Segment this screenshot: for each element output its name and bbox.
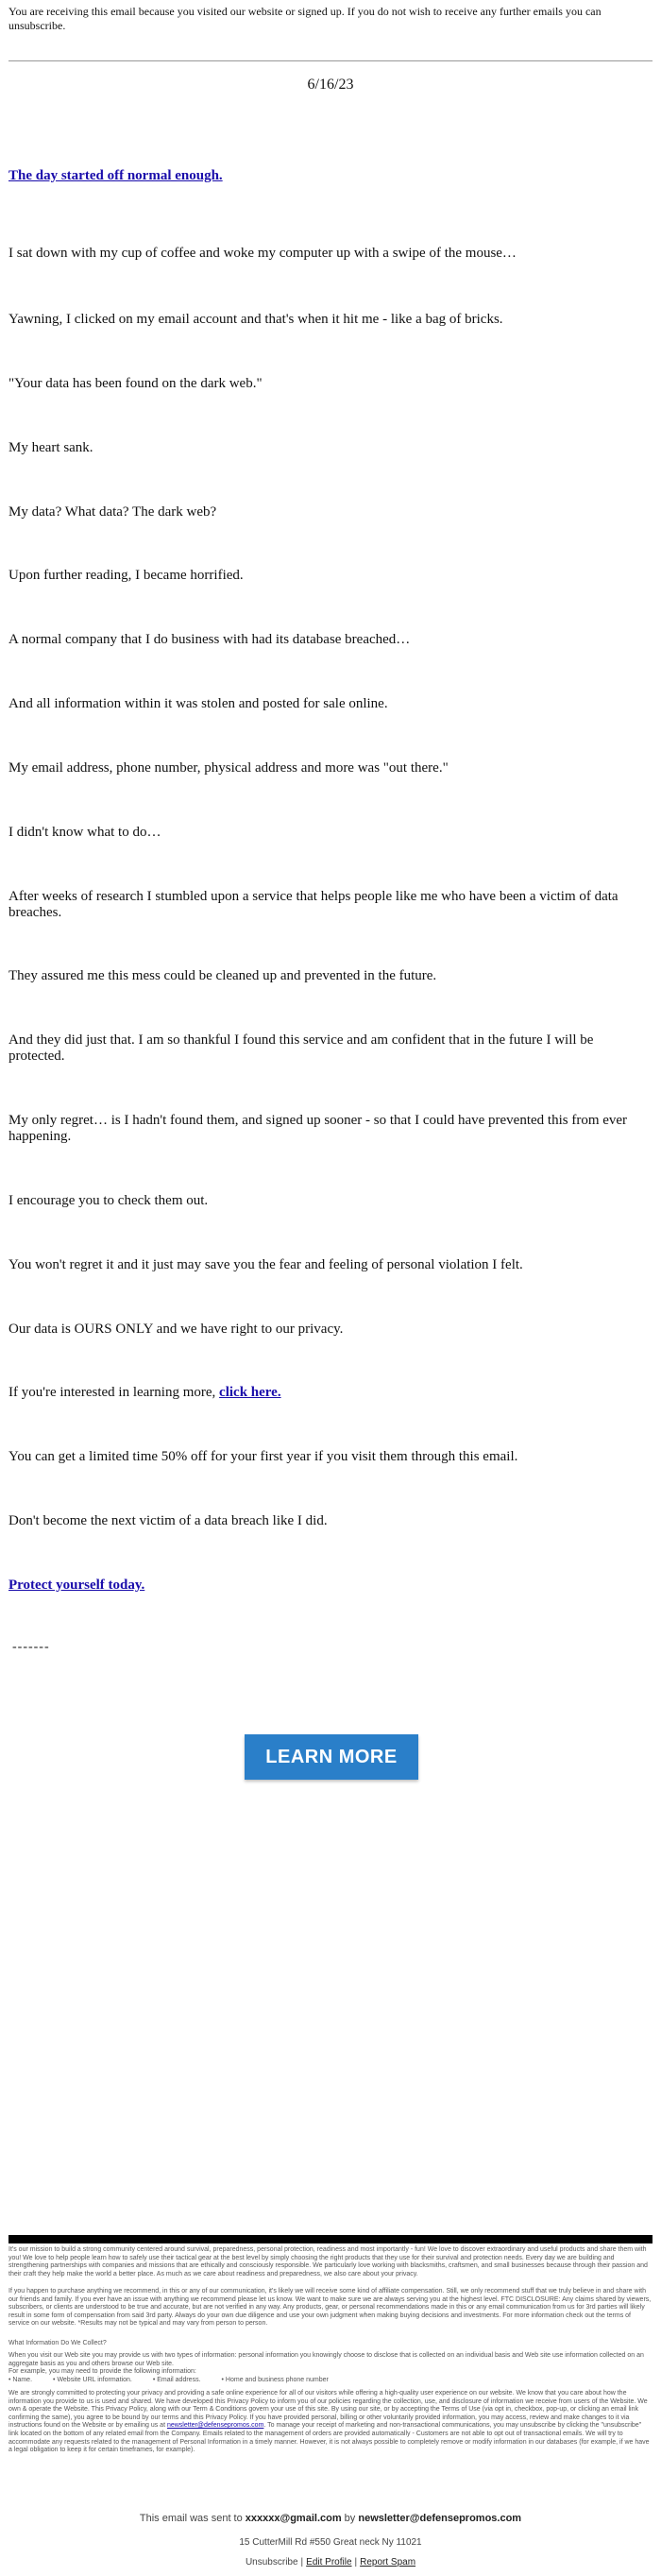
list-item: • Website URL information. (53, 2377, 132, 2383)
sent-to-line (0, 2513, 661, 2524)
privacy-text-b: . To manage your receipt of marketing and non-transactional communications, you may unsubscribe by clicking the "unsubscribe" link located on the bottom of any related email from the Company. Emails related to the management of orders are provided automatically - Customers are not able to opt out of transactional emails. We will try to accommodate any requests related to the management of Personal Information in a timely manner. However, it is not always possible to completely remove or modify information in our databases (for example, if we have a legal obligation to keep it for certain timeframes, for example). (8, 2422, 650, 2454)
paragraph-18-text: If you're interested in learning more, (8, 1385, 220, 1400)
sender-email: newsletter@defensepromos.com (358, 2513, 522, 2524)
paragraph-16: You won't regret it and it just may save you the fear and feeling of personal violation I felt. (8, 1257, 523, 1272)
protect-paragraph[interactable] (8, 1578, 641, 1594)
paragraph-12: They assured me this mess could be cleaned up and prevented in the future. (8, 968, 437, 983)
learn-more-button[interactable]: LEARN MORE (245, 1734, 418, 1780)
sent-to-prefix: This email was sent to (139, 2513, 246, 2524)
list-item: • Name. (8, 2377, 32, 2383)
paragraph-10: I didn't know what to do… (8, 825, 161, 840)
recipient-email: xxxxxx@gmail.com (245, 2513, 342, 2524)
collected-info-list (8, 2377, 653, 2383)
paragraph-20: Don't become the next victim of a data breach like I did. (8, 1513, 328, 1528)
paragraph-5: My data? What data? The dark web? (8, 504, 217, 520)
legal-info-heading: What Information Do We Collect? (8, 2340, 107, 2346)
dash-separator: ------- (12, 1640, 50, 1654)
header-divider (8, 60, 653, 61)
report-spam-link[interactable]: Report Spam (360, 2557, 416, 2567)
click-here-link[interactable]: click here. (219, 1385, 281, 1400)
list-item: • Email address. (153, 2377, 201, 2383)
paragraph-11: After weeks of research I stumbled upon a service that helps people like me who have been a victim of data breaches. (8, 889, 619, 920)
protect-yourself-link[interactable]: Protect yourself today. (8, 1578, 145, 1593)
privacy-policy-paragraph (8, 2390, 653, 2455)
paragraph-14: My only regret… is I hadn't found them, and signed up sooner - so that I could have prevented this from ever happening. (8, 1113, 628, 1144)
sent-by-text: by (341, 2513, 359, 2524)
paragraph-9: My email address, phone number, physical address and more was "out there." (8, 760, 449, 776)
paragraph-13: And they did just that. I am so thankful I found this service and am confident that in the future I will be protected. (8, 1032, 594, 1064)
legal-example-paragraph: For example, you may need to provide the following information: (8, 2368, 196, 2375)
paragraph-8: And all information within it was stolen and posted for sale online. (8, 696, 388, 711)
link-separator: | (300, 2557, 304, 2567)
story-headline[interactable] (8, 168, 641, 184)
paragraph-4: My heart sank. (8, 440, 93, 455)
link-separator: | (354, 2557, 358, 2567)
paragraph-19: You can get a limited time 50% off for your first year if you visit them through this email. (8, 1449, 518, 1464)
paragraph-15: I encourage you to check them out. (8, 1193, 209, 1208)
footer-divider-bar (8, 2235, 653, 2243)
legal-info-paragraph: When you visit our Web site you may provide us with two types of information: personal information you knowingly choose to disclose that is collected on an individual basis and Web site use information collected on an aggregate basis as you and others browse our Web site. (8, 2352, 644, 2367)
paragraph-3: "Your data has been found on the dark web." (8, 376, 263, 391)
privacy-email-link[interactable]: newsletter@defensepromos.com (166, 2422, 264, 2430)
paragraph-1: I sat down with my cup of coffee and woke my computer up with a swipe of the mouse… (8, 246, 517, 261)
email-date: 6/16/23 (307, 77, 354, 93)
privacy-text-a: We are strongly committed to protecting your privacy and providing a safe online experience for all of our visitors while offering a high-quality user experience on our website. We know that you care about how the information you provide to us is used and shared. We have developed this Privacy Policy to inform you of our policies regarding the collection, use, and disclosure of information we receive from users of the Website. We own & operate the Website. This Privacy Policy, along with our Term & Conditions govern your use of this site. By using our site, or by accepting the Terms of Use (via opt in, checkbox, pop-up, or clicking an email link confirming the same), you agree to be bound by our terms and this Privacy Policy. If you have provided personal, billing or other voluntarily provided information, you may access, review and make changes to it via instructions found on the Website or by emailing us at (8, 2390, 648, 2430)
legal-disclosure-paragraph: If you happen to purchase anything we recommend, in this or any of our communication, it's likely we will receive some kind of affiliate compensation. Still, we only recommend stuff that we truly believe in and share with our friends and family. If you ever have an issue with anything we recommend please let us know. We want to make sure we are always serving you at the highest level. FTC DISCLOSURE: Any claims shared by viewers, subscribers, or clients are understood to be true and accurate, but are not verified in any way. Any products, gear, or personal recommendations made in this or any email communication from us for 3rd parties will likely result in some form of compensation from said 3rd party. Always do your own due diligence and use your own judgment when making buying decisions and investments. For more information check out the terms of service on our website. *Results may not be typical and may vary from person to person. (8, 2288, 652, 2328)
paragraph-7: A normal company that I do business with had its database breached… (8, 632, 411, 647)
unsubscribe-notice: You are receiving this email because you visited our website or signed up. If you do not wish to receive any further emails you can unsubscribe. (8, 5, 602, 32)
edit-profile-link[interactable]: Edit Profile (306, 2557, 352, 2567)
paragraph-17: Our data is OURS ONLY and we have right to our privacy. (8, 1322, 344, 1337)
footer-links (0, 2557, 661, 2567)
legal-mission-paragraph: It's our mission to build a strong community centered around survival, preparedness, personal protection, readiness and most importantly - fun! We love to discover extraordinary and useful products and share them with you! We love to help people learn how to safely use their tactical gear at the best level by simply choosing the right products that they use for their survival and protection needs. Every day we are building and strengthening partnerships with companies and missions that are ethically and consciously responsible. We particularly love working with blacksmiths, craftsmen, and small businesses because through their passion and their craft they help make the world a better place. As much as we care about readiness and preparedness, we also care about your privacy. (8, 2246, 648, 2277)
headline-link[interactable]: The day started off normal enough. (8, 168, 223, 183)
unsubscribe-text[interactable]: Unsubscribe (245, 2557, 298, 2567)
paragraph-6: Upon further reading, I became horrified. (8, 568, 244, 583)
mailing-address: 15 CutterMill Rd #550 Great neck Ny 11021 (239, 2537, 422, 2548)
list-item: • Home and business phone number (222, 2377, 329, 2383)
paragraph-18 (8, 1385, 641, 1401)
paragraph-2: Yawning, I clicked on my email account and that's when it hit me - like a bag of bricks. (8, 312, 503, 327)
